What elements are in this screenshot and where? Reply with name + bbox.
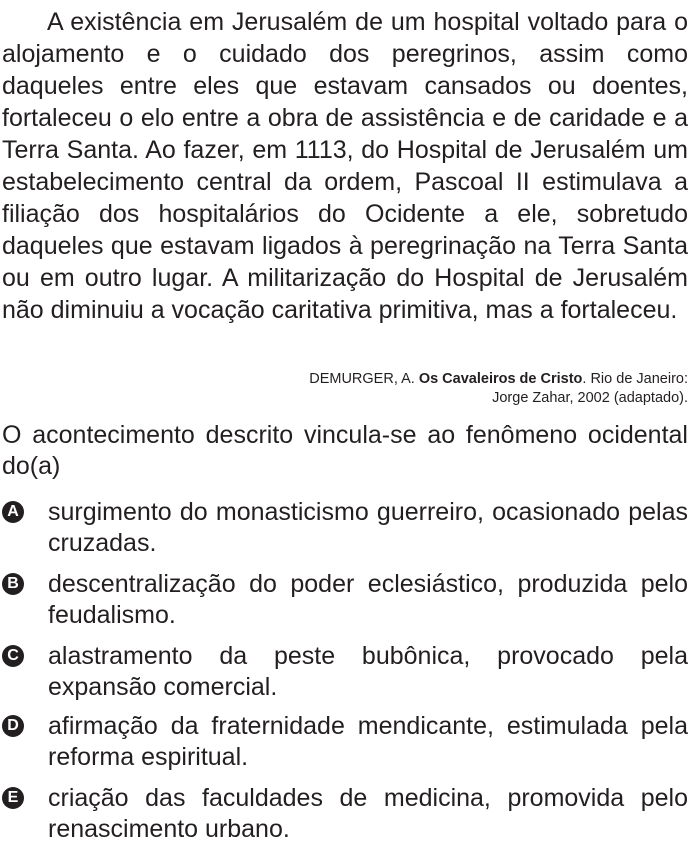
option-a-text: surgimento do monasticismo guerreiro, ocasionado pelas cruzadas. — [48, 498, 688, 557]
citation-title: Os Cavaleiros de Cristo — [418, 371, 583, 387]
option-c-letter: C — [2, 645, 24, 667]
option-e-text: criação das faculdades de medicina, promovida pelo renascimento urbano. — [48, 784, 688, 843]
option-d-letter: D — [2, 715, 24, 737]
citation-year: Jorge Zahar, 2002 (adaptado). — [492, 390, 688, 406]
option-e-letter: E — [2, 787, 24, 809]
citation-publisher: . Rio de Janeiro: — [582, 371, 688, 387]
citation-author: DEMURGER, A. — [309, 371, 419, 387]
option-d-text: afirmação da fraternidade mendicante, estimulada pela reforma espiritual. — [48, 712, 688, 771]
question-stem: O acontecimento descrito vincula-se ao fenômeno ocidental do(a) — [2, 421, 688, 480]
passage-text: A existência em Jerusalém de um hospital voltado para o alojamento e o cuidado dos peregrinos, assim como daqueles entre eles que estavam cansados ou doentes, fortaleceu o elo entre a obra de assistência e de caridade e a Terra Santa. Ao fazer, em 1113, do Hospital de Jerusalém um estabelecimento central da ordem, Pascoal II estimulava a filiação dos hospitalários do Ocidente a ele, sobretudo daqueles que estavam ligados à peregrinação na Terra Santa ou em outro lugar. A militarização do Hospital de Jerusalém não diminuiu a vocação caritativa primitiva, mas a fortaleceu. — [2, 8, 688, 324]
citation — [168, 370, 688, 408]
option-c-text: alastramento da peste bubônica, provocado pela expansão comercial. — [48, 642, 688, 701]
option-a-letter: A — [2, 501, 24, 523]
option-b-letter: B — [2, 573, 24, 595]
option-b-text: descentralização do poder eclesiástico, produzida pelo feudalismo. — [48, 570, 688, 629]
